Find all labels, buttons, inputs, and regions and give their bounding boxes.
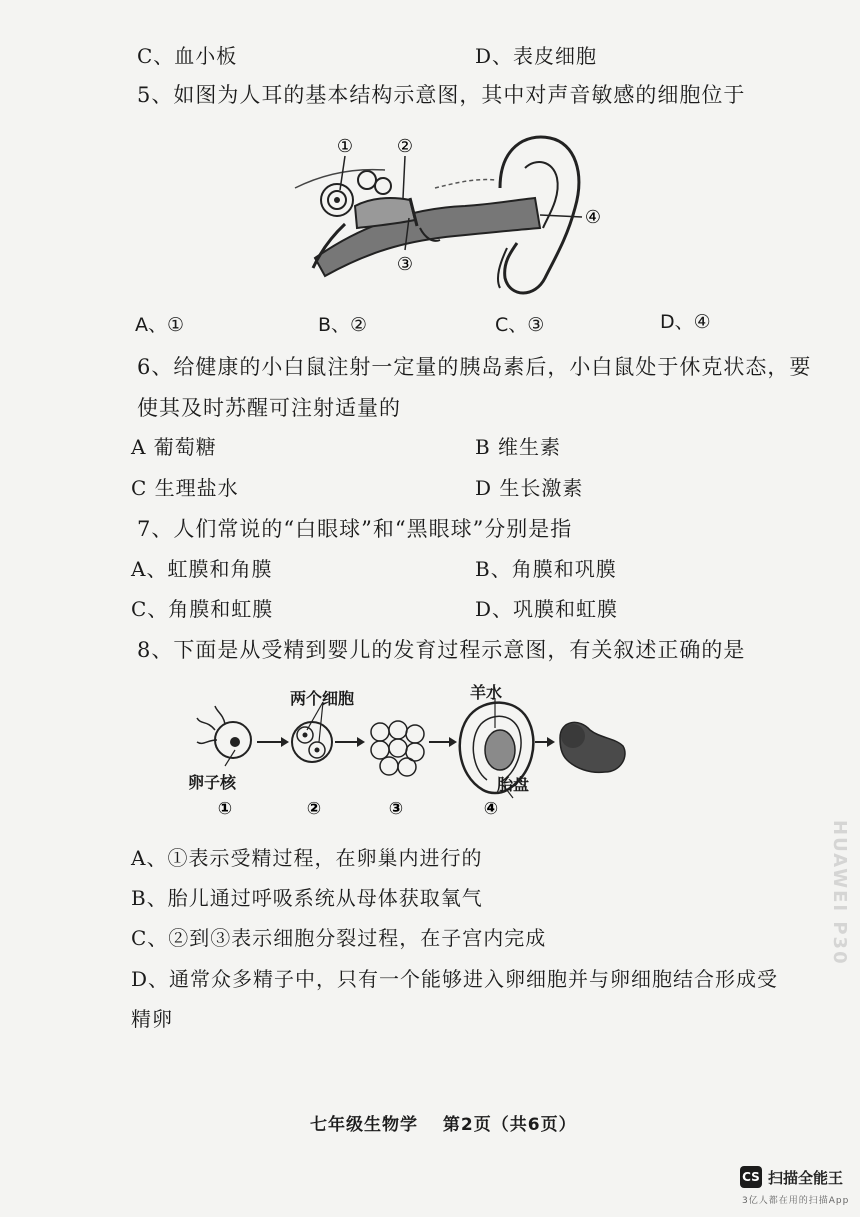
scanner-tagline: 3亿人都在用的扫描App — [742, 1196, 850, 1206]
q7-option-b: B、角膜和巩膜 — [475, 557, 617, 581]
ear-label-1: ① — [336, 136, 354, 157]
step-label-4: ④ — [483, 799, 499, 819]
q7-option-d: D、巩膜和虹膜 — [475, 597, 619, 621]
q6-option-b: B 维生素 — [475, 435, 562, 459]
q8-option-c: C、②到③表示细胞分裂过程，在子宫内完成 — [131, 926, 547, 950]
ear-label-3: ③ — [396, 254, 414, 275]
q6-option-d: D 生长激素 — [475, 476, 584, 500]
q6-stem-line1: 6、给健康的小白鼠注射一定量的胰岛素后，小白鼠处于休克状态，要 — [137, 355, 812, 379]
q6-stem-line2: 使其及时苏醒可注射适量的 — [137, 396, 401, 420]
q7-stem: 7、人们常说的“白眼球”和“黑眼球”分别是指 — [137, 517, 573, 541]
scanner-name: 扫描全能王 — [768, 1169, 844, 1187]
q8-option-d-line1: D、通常众多精子中，只有一个能够进入卵细胞并与卵细胞结合形成受 — [131, 967, 779, 991]
ear-structure-figure — [285, 128, 615, 304]
ear-label-2: ② — [396, 136, 414, 157]
scanner-logo-icon: CS — [740, 1166, 762, 1188]
development-process-figure — [195, 680, 635, 820]
q5-option-b: B、② — [318, 314, 368, 336]
step-label-3: ③ — [388, 799, 404, 819]
q7-option-c: C、角膜和虹膜 — [131, 597, 274, 621]
q5-option-a: A、① — [135, 314, 185, 336]
q7-option-a: A、虹膜和角膜 — [131, 557, 273, 581]
q5-option-d: D、④ — [660, 311, 711, 333]
page-footer: 七年级生物学 第2页（共6页） — [310, 1115, 577, 1135]
step-label-2: ② — [306, 799, 322, 819]
camera-watermark: HUAWEI P30 — [829, 820, 850, 966]
q8-option-a: A、①表示受精过程，在卵巢内进行的 — [131, 846, 483, 870]
ear-label-4: ④ — [584, 207, 602, 228]
q4-option-c: C、血小板 — [137, 44, 238, 68]
q8-option-d-line2: 精卵 — [131, 1007, 173, 1031]
label-egg-nucleus: 卵子核 — [188, 773, 237, 792]
q5-stem: 5、如图为人耳的基本结构示意图，其中对声音敏感的细胞位于 — [137, 83, 746, 107]
step-label-1: ① — [217, 799, 233, 819]
q8-option-b: B、胎儿通过呼吸系统从母体获取氧气 — [131, 886, 483, 910]
label-two-cells: 两个细胞 — [290, 689, 355, 708]
q5-option-c: C、③ — [495, 314, 545, 336]
q8-stem: 8、下面是从受精到婴儿的发育过程示意图，有关叙述正确的是 — [137, 638, 746, 662]
q6-option-c: C 生理盐水 — [131, 476, 239, 500]
q4-option-d: D、表皮细胞 — [475, 44, 598, 68]
q6-option-a: A 葡萄糖 — [131, 435, 217, 459]
label-amniotic-fluid: 羊水 — [470, 683, 503, 702]
label-placenta: 胎盘 — [497, 775, 530, 794]
